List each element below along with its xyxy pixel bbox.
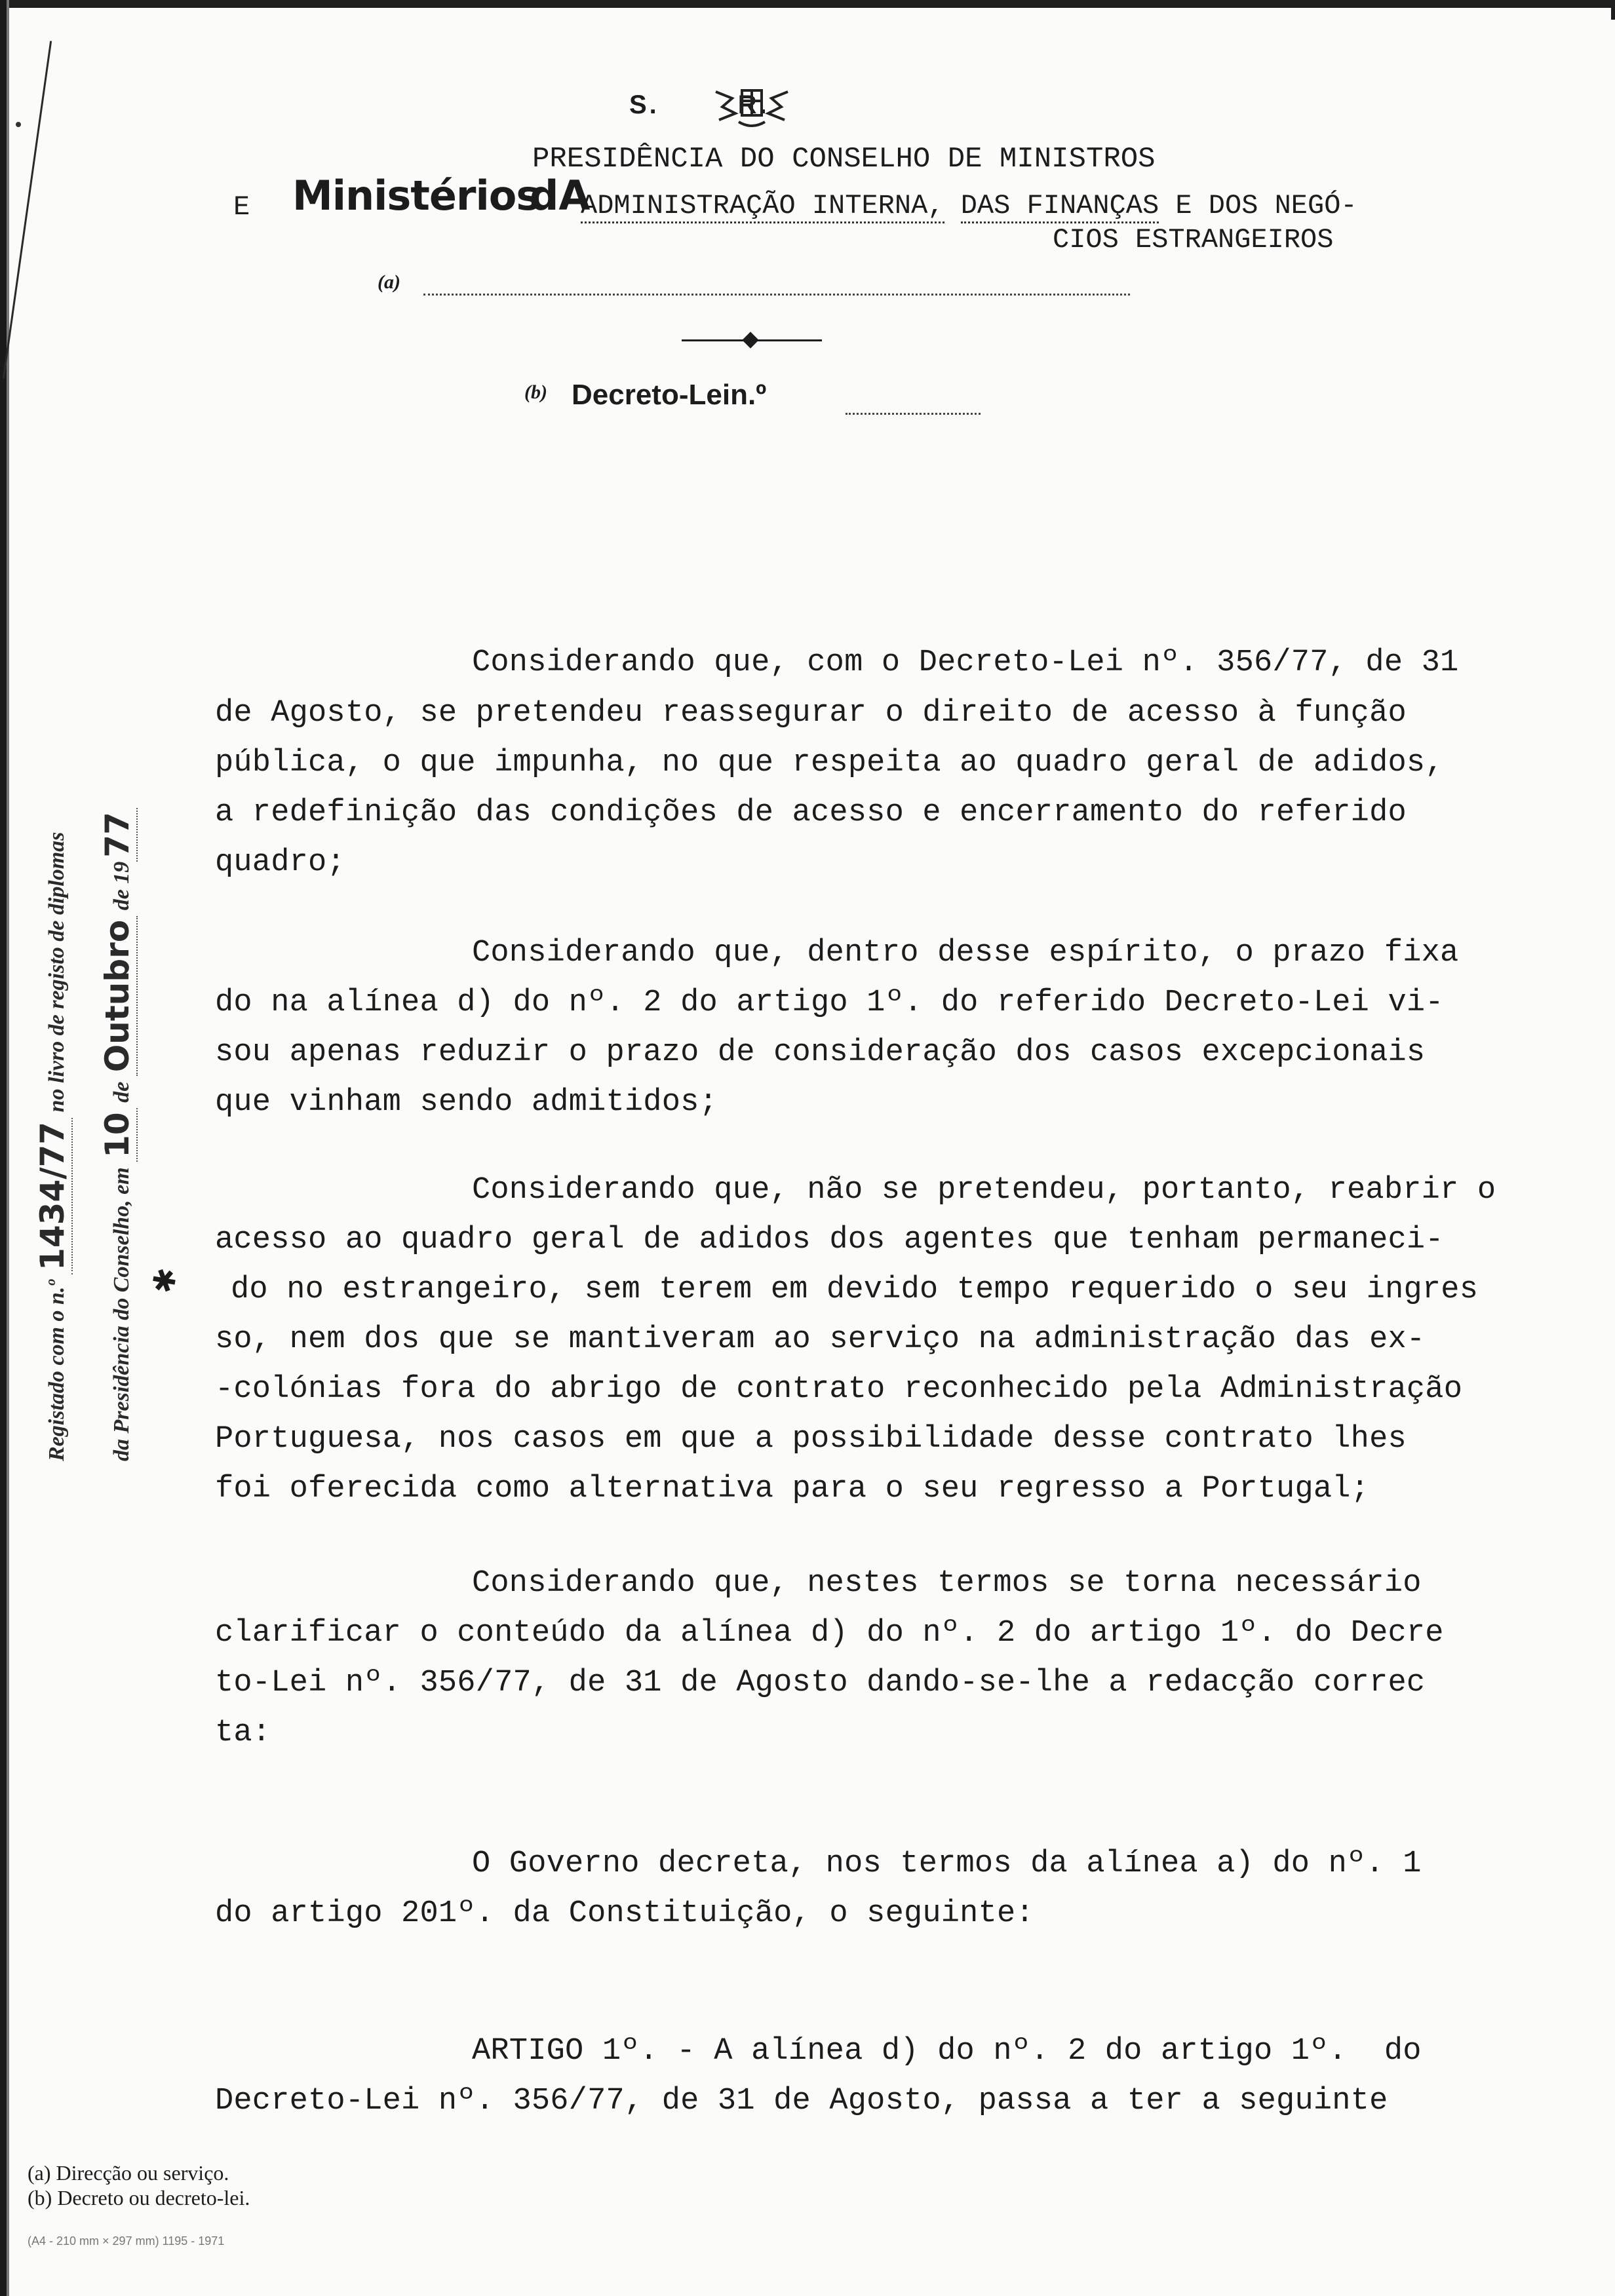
decreto-number-dotted-line [846, 413, 981, 415]
body-line: que vinham sendo admitidos; [215, 1085, 718, 1120]
body-line: a redefinição das condições de acesso e encerramento do referido [215, 795, 1407, 830]
registration-day: 10 [98, 1108, 138, 1162]
registration-number: 1434/77 [33, 1118, 73, 1274]
body-line: so, nem dos que se mantiveram ao serviço na administração das ex- [215, 1322, 1426, 1357]
body-line: Considerando que, dentro desse espírito, o prazo fixa [472, 936, 1459, 970]
registration-text-4: de [109, 1081, 134, 1103]
page-right-corner [1611, 0, 1615, 20]
body-line: sou apenas reduzir o prazo de consideração dos casos excepcionais [215, 1035, 1426, 1070]
body-line: ta: [215, 1715, 271, 1750]
ornament-diamond-icon [742, 332, 758, 348]
ministry-tail: E DOS NEGÓ- [1159, 190, 1357, 221]
body-line: Decreto-Lei nº. 356/77, de 31 de Agosto, passa a ter a seguinte [215, 2084, 1388, 2118]
registration-text-5: de 19 [109, 861, 134, 911]
ministerios-da: dA [530, 172, 591, 220]
body-line: to-Lei nº. 356/77, de 31 de Agosto dando-se-lhe a redacção correc [215, 1666, 1426, 1700]
body-line: do na alínea d) do nº. 2 do artigo 1º. do referido Decreto-Lei vi- [215, 985, 1444, 1020]
body-line: do no estrangeiro, sem terem em devido tempo requerido o seu ingres [231, 1272, 1479, 1307]
ministerios-line-1 [581, 190, 1357, 221]
e-label: E [233, 191, 250, 223]
ministry-admin-interna: ADMINISTRAÇÃO INTERNA, [581, 190, 944, 223]
field-a-dotted-line [423, 294, 1130, 296]
footnote-b: (b) Decreto ou decreto-lei. [28, 2186, 250, 2210]
ministerios-label: Ministérios [292, 172, 540, 220]
body-line: Considerando que, nestes termos se torna necessário [472, 1566, 1422, 1601]
r-letter: R. [737, 90, 769, 119]
registration-text: Registado com o n.º [45, 1280, 69, 1461]
field-b-label: (b) [524, 381, 547, 403]
coat-of-arms-icon [703, 84, 801, 133]
registration-year: 77 [98, 808, 138, 862]
body-line: acesso ao quadro geral de adidos dos agentes que tenham permaneci- [215, 1223, 1444, 1257]
form-print-code: (A4 - 210 mm × 297 mm) 1195 - 1971 [28, 2234, 225, 2248]
footnote-a: (a) Direcção ou serviço. [28, 2161, 229, 2185]
body-line: foi oferecida como alternativa para o seu regresso a Portugal; [215, 1472, 1370, 1506]
body-line: -colónias fora do abrigo de contrato reconhecido pela Administração [215, 1372, 1463, 1407]
body-line: de Agosto, se pretendeu reassegurar o direito de acesso à função [215, 696, 1407, 731]
body-line: do artigo 201º. da Constituição, o seguinte: [215, 1896, 1034, 1931]
margin-pen-stroke [3, 41, 52, 378]
ministry-financas: DAS FINANÇAS [961, 190, 1159, 223]
presidencia-heading: PRESIDÊNCIA DO CONSELHO DE MINISTROS [532, 143, 1156, 176]
s-letter: S. [629, 90, 659, 119]
page-left-border [0, 0, 7, 2296]
decreto-title: Decreto-Lein.º [572, 379, 767, 411]
registration-line-1 [22, 544, 87, 1461]
body-line: O Governo decreta, nos termos da alínea a) do nº. 1 [472, 1846, 1422, 1881]
body-line: Portuguesa, nos casos em que a possibilidade desse contrato lhes [215, 1422, 1407, 1457]
registration-margin-note [22, 544, 152, 1461]
page-top-border [0, 0, 1615, 8]
registration-text-2: no livro de registo de diplomas [45, 832, 69, 1113]
registration-line-2 [87, 544, 152, 1461]
registration-text-3: da Presidência do Conselho, em [109, 1167, 134, 1461]
body-line: pública, o que impunha, no que respeita ao quadro geral de adidos, [215, 746, 1444, 780]
body-line: Considerando que, não se pretendeu, portanto, reabrir o [472, 1173, 1496, 1208]
ministerios-line-2: CIOS ESTRANGEIROS [1053, 224, 1334, 256]
margin-dot [16, 122, 21, 127]
ink-blot-mark: ✱ [146, 1256, 184, 1307]
body-line: quadro; [215, 845, 345, 880]
body-line: clarificar o conteúdo da alínea d) do nº. 2 do artigo 1º. do Decre [215, 1616, 1444, 1651]
body-line: Considerando que, com o Decreto-Lei nº. 356/77, de 31 [472, 645, 1459, 680]
body-line: ARTIGO 1º. - A alínea d) do nº. 2 do artigo 1º. do [472, 2034, 1422, 2069]
registration-month: Outubro [98, 916, 138, 1076]
field-a-label: (a) [378, 271, 400, 293]
